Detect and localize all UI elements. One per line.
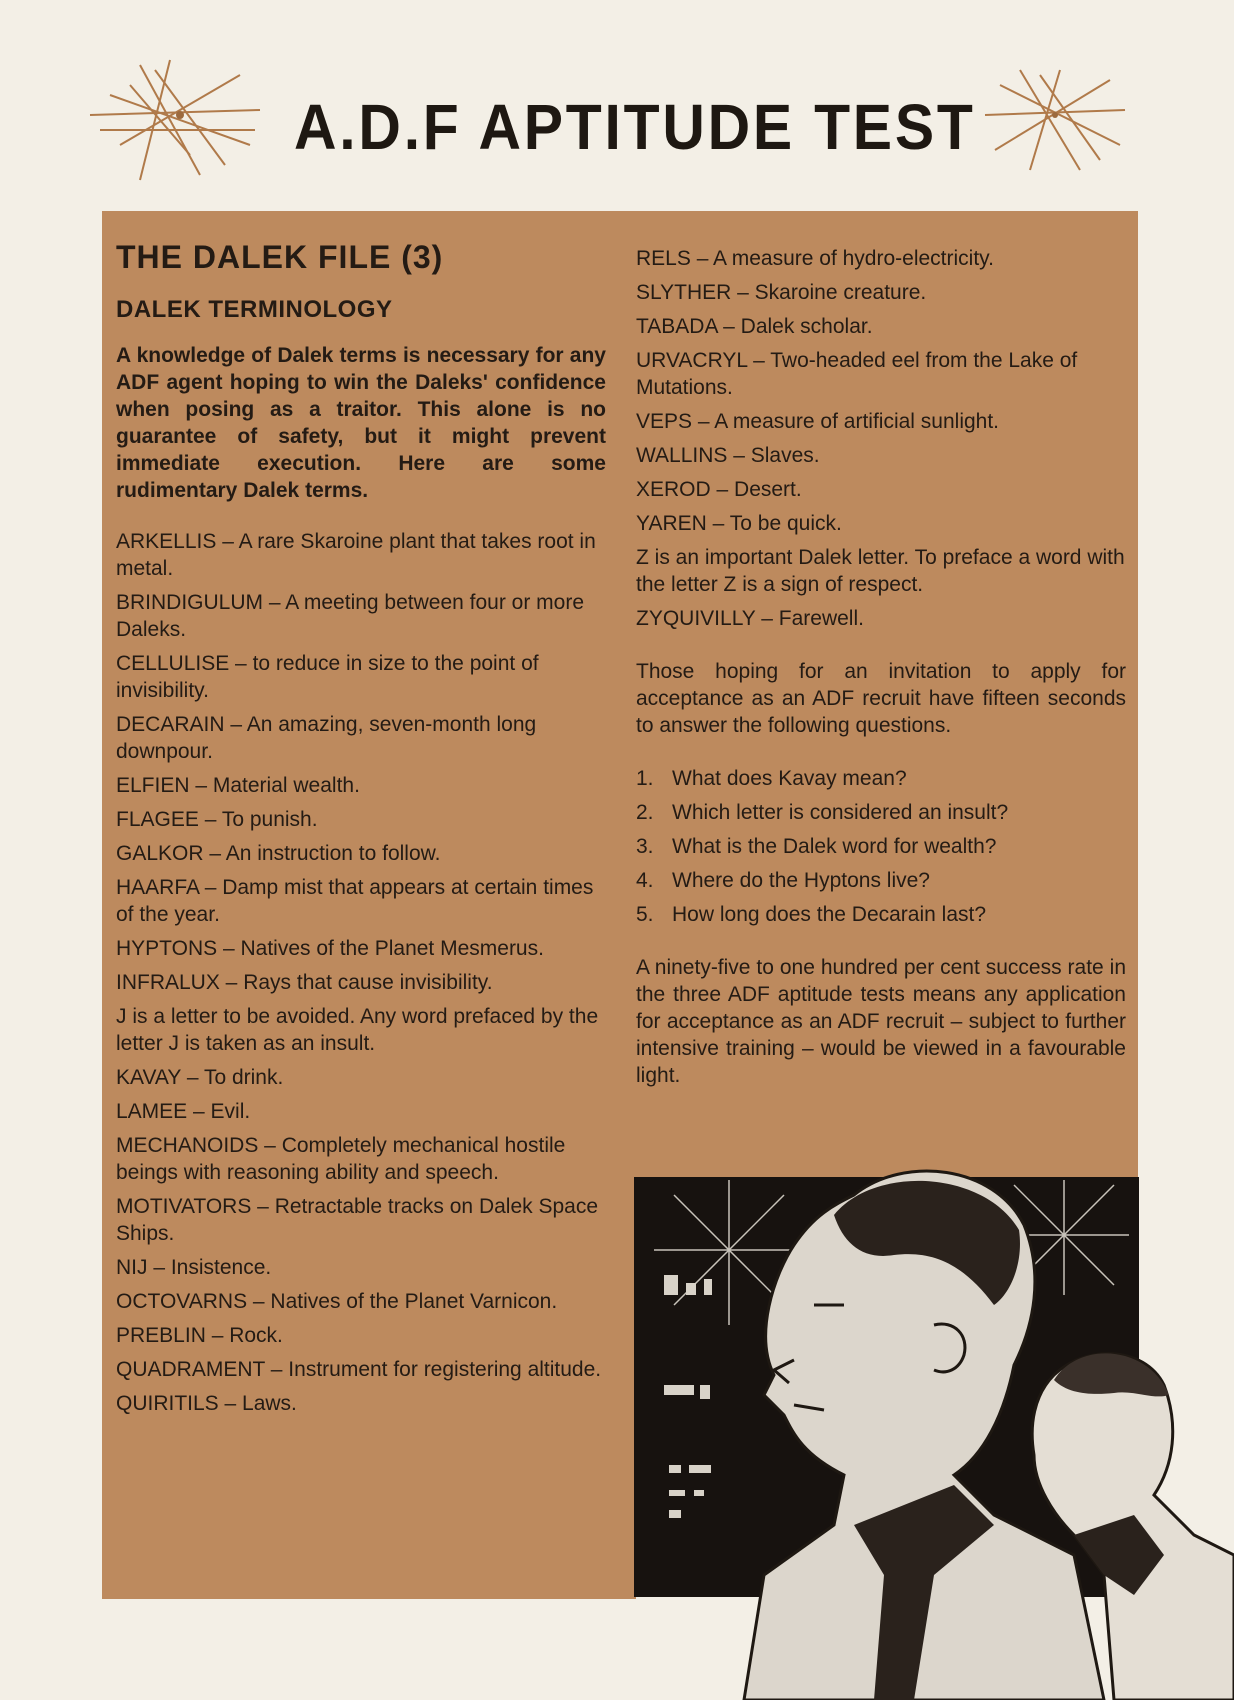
section-subtitle: DALEK TERMINOLOGY <box>116 296 393 324</box>
term-entry: ARKELLIS – A rare Skaroine plant that takes root in metal. <box>116 529 596 580</box>
term-entry: CELLULISE – to reduce in size to the point of invisibility. <box>116 651 539 702</box>
intro-paragraph: A knowledge of Dalek terms is necessary for any ADF agent hoping to win the Daleks' confidence when posing as a traitor. This alone is no guarantee of safety, but it might prevent immediate execution. Here are some rudimentary Dalek terms. <box>116 343 606 502</box>
term-entry: GALKOR – An instruction to follow. <box>116 841 441 865</box>
term-entry: TABADA – Dalek scholar. <box>636 315 873 338</box>
question-item <box>636 799 1126 826</box>
term-entry: Z is an important Dalek letter. To preface a word with the letter Z is a sign of respect. <box>636 546 1125 596</box>
question-number: 1. <box>636 767 654 790</box>
questions-list <box>636 765 1126 928</box>
term-entry: OCTOVARNS – Natives of the Planet Varnicon. <box>116 1289 558 1313</box>
right-column <box>636 245 1126 1089</box>
page-header <box>80 55 1160 200</box>
term-entry: BRINDIGULUM – A meeting between four or more Daleks. <box>116 590 585 641</box>
term-entry: QUADRAMENT – Instrument for registering altitude. <box>116 1357 602 1381</box>
term-entry: FLAGEE – To punish. <box>116 807 318 831</box>
agents-illustration <box>634 1155 1234 1700</box>
question-item <box>636 867 1126 894</box>
term-entry: DECARAIN – An amazing, seven-month long downpour. <box>116 712 537 763</box>
section-title: THE DALEK FILE (3) <box>116 239 444 275</box>
question-item <box>636 833 1126 860</box>
question-number: 3. <box>636 835 654 858</box>
term-entry: ZYQUIVILLY – Farewell. <box>636 607 864 630</box>
term-entry: URVACRYL – Two-headed eel from the Lake of Mutations. <box>636 349 1078 399</box>
left-column <box>116 240 606 1424</box>
term-entry: RELS – A measure of hydro-electricity. <box>636 247 994 270</box>
term-entry: HAARFA – Damp mist that appears at certain times of the year. <box>116 875 594 926</box>
term-entry: MECHANOIDS – Completely mechanical hostile beings with reasoning ability and speech. <box>116 1133 566 1184</box>
term-entry: SLYTHER – Skaroine creature. <box>636 281 927 304</box>
term-entry: KAVAY – To drink. <box>116 1065 284 1089</box>
term-entry: XEROD – Desert. <box>636 478 802 501</box>
question-number: 5. <box>636 903 654 926</box>
question-item <box>636 765 1126 792</box>
term-entry: HYPTONS – Natives of the Planet Mesmerus. <box>116 936 544 960</box>
question-item <box>636 901 1126 928</box>
question-text: Which letter is considered an insult? <box>672 801 1009 824</box>
question-text: What does Kavay mean? <box>672 767 907 790</box>
term-entry: NIJ – Insistence. <box>116 1255 272 1279</box>
term-entry: INFRALUX – Rays that cause invisibility. <box>116 970 493 994</box>
question-number: 4. <box>636 869 654 892</box>
term-entry: J is a letter to be avoided. Any word prefaced by the letter J is taken as an insult. <box>116 1004 599 1055</box>
question-text: Where do the Hyptons live? <box>672 869 930 892</box>
term-entry: MOTIVATORS – Retractable tracks on Dalek Space Ships. <box>116 1194 599 1245</box>
question-text: How long does the Decarain last? <box>672 903 987 926</box>
terms-list-right <box>636 245 1126 632</box>
term-entry: ELFIEN – Material wealth. <box>116 773 360 797</box>
question-text: What is the Dalek word for wealth? <box>672 835 997 858</box>
term-entry: YAREN – To be quick. <box>636 512 842 535</box>
page-title: A.D.F APTITUDE TEST <box>294 91 976 163</box>
term-entry: VEPS – A measure of artificial sunlight. <box>636 410 1000 433</box>
star-burst-right-icon <box>980 65 1130 175</box>
term-entry: LAMEE – Evil. <box>116 1099 251 1123</box>
term-entry: PREBLIN – Rock. <box>116 1323 283 1347</box>
question-number: 2. <box>636 801 654 824</box>
terms-list-left <box>116 528 606 1417</box>
success-rate-paragraph: A ninety-five to one hundred per cent success rate in the three ADF aptitude tests means any application for acceptance as an ADF recruit – subject to further intensive training – would be viewed in a favourable light. <box>636 956 1126 1087</box>
term-entry: QUIRITILS – Laws. <box>116 1391 297 1415</box>
term-entry: WALLINS – Slaves. <box>636 444 820 467</box>
instructions-paragraph: Those hoping for an invitation to apply for acceptance as an ADF recruit have fifteen seconds to answer the following questions. <box>636 660 1126 737</box>
